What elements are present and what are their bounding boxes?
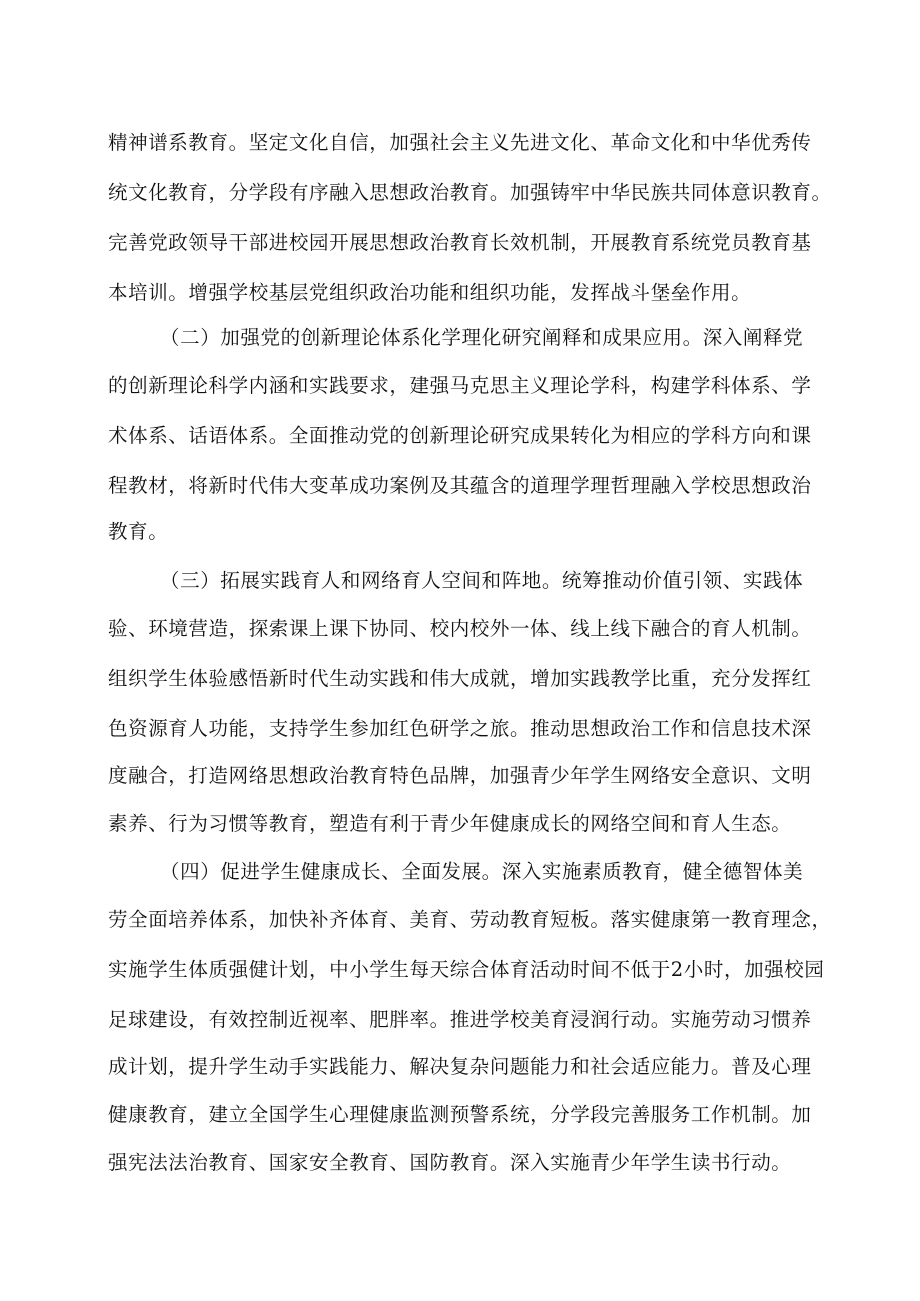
paragraph-line: 实施学生体质强健计划，中小学生每天综合体育活动时间不低于2小时，加强校园 <box>108 958 825 981</box>
paragraph-line: 度融合，打造网络思想政治教育特色品牌，加强青少年学生网络安全意识、文明 <box>108 764 812 787</box>
paragraph-line: （三）拓展实践育人和网络育人空间和阵地。统筹推动价值引领、实践体 <box>160 569 804 592</box>
paragraph-line: 完善党政领导干部进校园开展思想政治教育长效机制，开展教育系统党员教育基 <box>108 231 812 254</box>
paragraph-line: 成计划，提升学生动手实践能力、解决复杂问题能力和社会适应能力。普及心理 <box>108 1055 812 1078</box>
paragraph-line: 健康教育，建立全国学生心理健康监测预警系统，分学段完善服务工作机制。加 <box>108 1103 812 1126</box>
paragraph-line: 的创新理论科学内涵和实践要求，建强马克思主义理论学科，构建学科体系、学 <box>108 374 812 397</box>
paragraph-line: 术体系、话语体系。全面推动党的创新理论研究成果转化为相应的学科方向和课 <box>108 424 812 447</box>
paragraph-line: （四）促进学生健康成长、全面发展。深入实施素质教育，健全德智体美 <box>160 860 804 883</box>
paragraph-line: 精神谱系教育。坚定文化自信，加强社会主义先进文化、革命文化和中华优秀传 <box>108 131 812 154</box>
paragraph-line: 素养、行为习惯等教育，塑造有利于青少年健康成长的网络空间和育人生态。 <box>108 812 792 835</box>
paragraph-line: （二）加强党的创新理论体系化学理化研究阐释和成果应用。深入阐释党 <box>160 326 804 349</box>
paragraph-line: 劳全面培养体系，加快补齐体育、美育、劳动教育短板。落实健康第一教育理念， <box>108 908 832 931</box>
paragraph-line: 强宪法法治教育、国家安全教育、国防教育。深入实施青少年学生读书行动。 <box>108 1151 792 1174</box>
paragraph-line: 程教材，将新时代伟大变革成功案例及其蕴含的道理学理哲理融入学校思想政治 <box>108 474 812 497</box>
paragraph-line: 足球建设，有效控制近视率、肥胖率。推进学校美育浸润行动。实施劳动习惯养 <box>108 1008 812 1031</box>
paragraph-line: 统文化教育，分学段有序融入思想政治教育。加强铸牢中华民族共同体意识教育。 <box>108 181 832 204</box>
paragraph-line: 色资源育人功能，支持学生参加红色研学之旅。推动思想政治工作和信息技术深 <box>108 717 812 740</box>
paragraph-line: 本培训。增强学校基层党组织政治功能和组织功能，发挥战斗堡垒作用。 <box>108 281 752 304</box>
paragraph-line: 验、环境营造，探索课上课下协同、校内校外一体、线上线下融合的育人机制。 <box>108 617 812 640</box>
paragraph-line: 教育。 <box>108 520 169 543</box>
paragraph-line: 组织学生体验感悟新时代生动实践和伟大成就，增加实践教学比重，充分发挥红 <box>108 667 812 690</box>
